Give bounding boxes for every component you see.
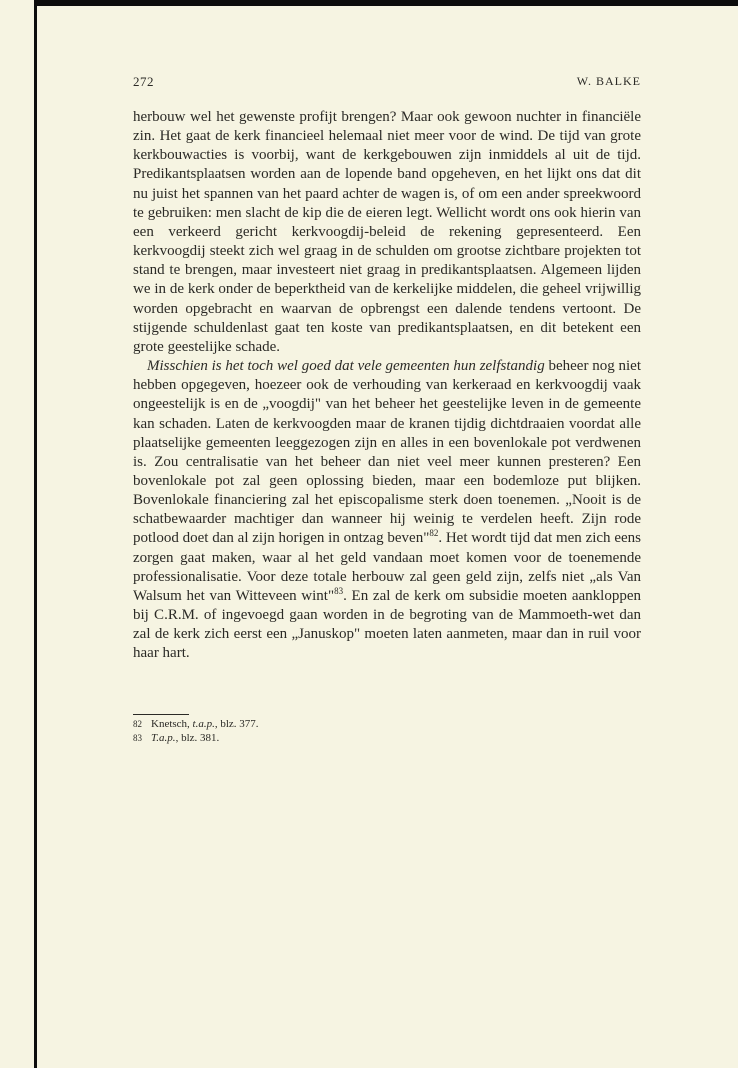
paragraph-2-part-3: . En zal de kerk om subsidie moeten aankloppen bij C.R.M. of ingevoegd gaan worden in de begroting van de Mammoeth-wet dan zal de kerk zich eerst een „Januskop" moeten laten aanmeten, maar dan in ruil voor haar hart.: [133, 587, 641, 662]
footnote-text: [151, 731, 219, 745]
footnote-text: [151, 717, 259, 731]
scan-left-border: [34, 0, 37, 1068]
footnotes: [133, 717, 433, 745]
footnote-83: [133, 731, 433, 745]
running-head: W. BALKE: [576, 74, 641, 88]
footnote-page: , blz. 381.: [175, 732, 220, 744]
footnote-author: Knetsch,: [151, 718, 193, 730]
footnote-number: 82: [133, 719, 142, 729]
paragraph-2-part-1: beheer nog niet hebben opgegeven, hoezeer ook de verhouding van kerkeraad en kerkvoogdij vaak ongeestelijk is en de „voogdij" van het beheer het geestelijke leven in de gemeente kan schaden. Laten de kerkvoogden maar de kranen tijdig dichtdraaien voordat alle plaatselijke gemeenten leeggezogen zijn en alles in een bovenlokale pot verdwenen is. Zou centralisatie van het beheer dan niet veel meer kunnen presteren? Een bovenlokale pot zal geen oplossing bieden, maar een bodemloze put blijken. Bovenlokale financiering zal het episcopalisme sterk doen toenemen. „Nooit is de schatbewaarder machtiger dan wanneer hij weinig te verdelen heeft. Zijn rode potlood doet dan al zijn horigen in ontzag beven": [133, 358, 642, 547]
paragraph-2-italic-lead: Misschien is het toch wel goed dat vele gemeenten hun zelfstandig: [147, 358, 545, 375]
footnote-ref-82: 82: [429, 528, 439, 539]
footnote-ref-abbrev: t.a.p.: [192, 718, 215, 730]
paragraph-2: [133, 357, 641, 664]
footnote-number: 83: [133, 733, 142, 743]
footnote-ref-83: 83: [334, 585, 344, 596]
footnote-rule: [133, 714, 189, 715]
footnote-page: , blz. 377.: [214, 718, 259, 730]
paragraph-1: herbouw wel het gewenste profijt brengen? Maar ook gewoon nuchter in financiële zin. Het gaat de kerk financieel helemaal niet meer voor de wind. De tijd van grote kerkbouwacties is voorbij, want de kerkgebouwen zijn inmiddels al uit de tijd. Predikantsplaatsen worden aan de lopende band opgeheven, en het lijkt ons dat dit nu juist het spannen van het paard achter de wagen is, of om een ander spreekwoord te gebruiken: men slacht de kip die de eieren legt. Wellicht wordt ons ook hierin van een verkeerd gericht kerkvoogdij-beleid de rekening gepresenteerd. Een kerkvoogdij steekt zich wel graag in de schulden om grootse zichtbare projekten tot stand te brengen, maar investeert niet graag in predikantsplaatsen. Algemeen lijden we in de kerk onder de beperktheid van de kerkelijke middelen, die geheel vrijwillig worden opgebracht en waarvan de opbrengst een dalende tendens vertoont. De stijgende schuldenlast gaat ten koste van predikantsplaatsen, en dit betekent een grote geestelijke schade.: [133, 109, 641, 355]
page-number: 272: [133, 74, 154, 89]
scan-top-border: [34, 0, 738, 6]
footnote-ref-abbrev: T.a.p.: [151, 732, 176, 744]
paragraph-2-part-2: . Het wordt tijd dat men zich eens zorgen gaat maken, waar al het geld vandaan moet komen voor de toenemende professionalisatie. Voor deze totale herbouw zal geen geld zijn, zelfs niet „als Van Walsum het van Witteveen wint": [133, 530, 641, 604]
body-text: [133, 108, 641, 664]
footnote-82: [133, 717, 433, 731]
